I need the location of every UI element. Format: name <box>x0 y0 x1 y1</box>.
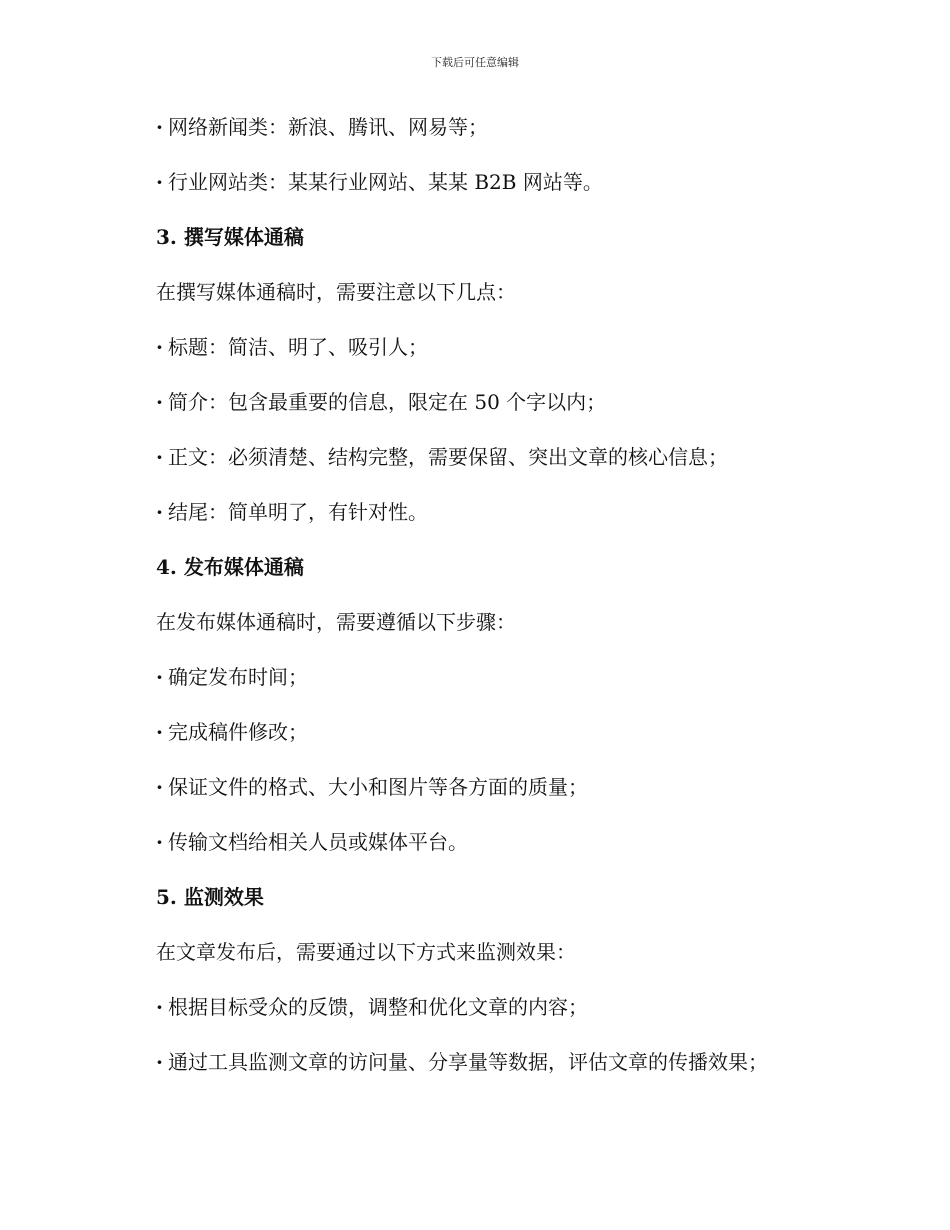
bullet-item <box>156 438 856 493</box>
document-body <box>156 108 856 1098</box>
bullet-text: 根据目标受众的反馈，调整和优化文章的内容； <box>168 995 588 1019</box>
bullet-text: 传输文档给相关人员或媒体平台。 <box>168 830 468 854</box>
bullet-marker: · <box>156 720 163 744</box>
bullet-marker: · <box>156 390 163 414</box>
bullet-text: 确定发布时间； <box>168 665 308 689</box>
bullet-text: 结尾：简单明了，有针对性。 <box>168 500 428 524</box>
section-heading: 3. 撰写媒体通稿 <box>156 225 304 249</box>
bullet-marker: · <box>156 115 163 139</box>
bullet-text: 保证文件的格式、大小和图片等各方面的质量； <box>168 775 588 799</box>
bullet-marker: · <box>156 830 163 854</box>
page-header-note: 下载后可任意编辑 <box>431 56 519 69</box>
bullet-item <box>156 108 856 163</box>
bullet-text: 通过工具监测文章的访问量、分享量等数据，评估文章的传播效果； <box>168 1050 768 1074</box>
bullet-item <box>156 328 856 383</box>
bullet-text: 简介：包含最重要的信息，限定在 50 个字以内； <box>168 390 607 414</box>
bullet-marker: · <box>156 335 163 359</box>
bullet-marker: · <box>156 500 163 524</box>
bullet-item <box>156 823 856 878</box>
bullet-item <box>156 768 856 823</box>
bullet-text: 完成稿件修改； <box>168 720 308 744</box>
bullet-marker: · <box>156 170 163 194</box>
bullet-text: 正文：必须清楚、结构完整，需要保留、突出文章的核心信息； <box>168 445 728 469</box>
bullet-item <box>156 493 856 548</box>
bullet-marker: · <box>156 445 163 469</box>
bullet-item <box>156 163 856 218</box>
bullet-item <box>156 1043 856 1098</box>
paragraph: 在文章发布后，需要通过以下方式来监测效果： <box>156 940 576 964</box>
bullet-text: 行业网站类：某某行业网站、某某 B2B 网站等。 <box>168 170 603 194</box>
bullet-item <box>156 988 856 1043</box>
bullet-marker: · <box>156 775 163 799</box>
bullet-marker: · <box>156 995 163 1019</box>
bullet-item <box>156 713 856 768</box>
bullet-text: 网络新闻类：新浪、腾讯、网易等； <box>168 115 488 139</box>
bullet-text: 标题：简洁、明了、吸引人； <box>168 335 428 359</box>
bullet-item <box>156 383 856 438</box>
paragraph: 在发布媒体通稿时，需要遵循以下步骤： <box>156 610 516 634</box>
bullet-marker: · <box>156 1050 163 1074</box>
bullet-item <box>156 658 856 713</box>
section-heading: 5. 监测效果 <box>156 885 264 909</box>
bullet-marker: · <box>156 665 163 689</box>
section-heading: 4. 发布媒体通稿 <box>156 555 304 579</box>
paragraph: 在撰写媒体通稿时，需要注意以下几点： <box>156 280 516 304</box>
